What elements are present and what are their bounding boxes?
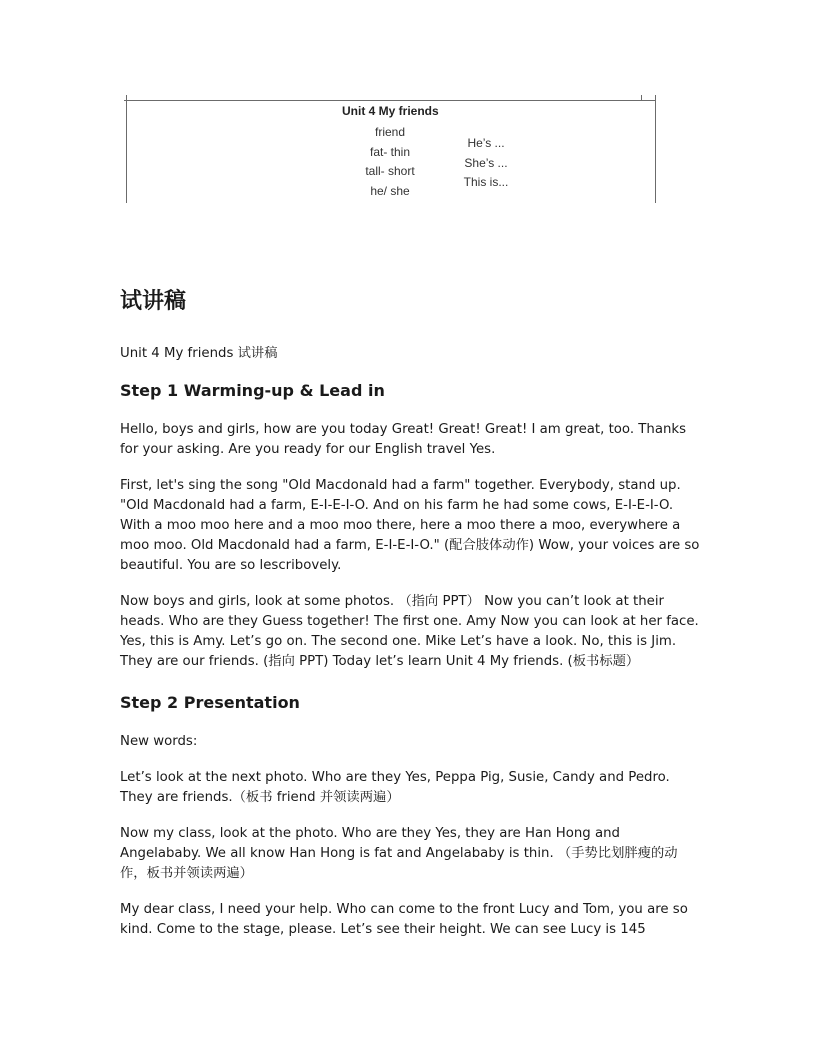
- paragraph: Hello, boys and girls, how are you today Great! Great! Great! I am great, too. Thanks for your asking. Are you ready for our English travel Yes.: [120, 422, 687, 457]
- paragraph: First, let's sing the song "Old Macdonald had a farm" together. Everybody, stand up. "Old Macdonald had a farm, E-I-E-I-O. And on his farm he had some cows, E-I-E-I-O. With a moo moo here and a moo moo there, here a moo there a moo, everywhere a moo moo. Old Macdonald had a farm, E-I-E-I-O." (配合肢体动作) Wow, your voices are so beautiful. You are so lescribovely.: [120, 478, 700, 573]
- board-left-border: [126, 95, 127, 203]
- document-title: 试讲稿: [120, 289, 187, 314]
- paragraph: New words:: [120, 734, 198, 749]
- board-word: friend: [374, 125, 406, 139]
- board-top-border: [124, 100, 656, 101]
- document-body: [120, 286, 700, 956]
- board-word: fat- thin: [369, 144, 411, 159]
- paragraph: Now my class, look at the photo. Who are they Yes, they are Han Hong and Angelababy. We all know Han Hong is fat and Angelababy is thin. （手势比划胖瘦的动作，板书并领读两遍）: [120, 826, 678, 881]
- board-diagram: [120, 95, 660, 203]
- board-phrase-list: [448, 134, 524, 193]
- document-subtitle: Unit 4 My friends 试讲稿: [120, 346, 278, 361]
- board-word-list: [342, 123, 438, 201]
- step2-heading: Step 2 Presentation: [120, 693, 300, 712]
- paragraph: My dear class, I need your help. Who can come to the front Lucy and Tom, you are so kind. Come to the stage, please. Let’s see their height. We can see Lucy is 145: [120, 902, 688, 937]
- board-phrase: He’s ...: [467, 136, 505, 150]
- board-phrase: This is...: [463, 175, 509, 189]
- board-corner-tick: [641, 95, 642, 100]
- paragraph: Let’s look at the next photo. Who are they Yes, Peppa Pig, Susie, Candy and Pedro. They are friends.（板书 friend 并领读两遍）: [120, 770, 670, 805]
- board-word: tall- short: [365, 164, 415, 178]
- step1-heading: Step 1 Warming-up & Lead in: [120, 381, 385, 400]
- board-right-border: [655, 95, 656, 203]
- board-phrase: She’s ...: [464, 155, 508, 170]
- paragraph: Now boys and girls, look at some photos. （指向 PPT） Now you can’t look at their heads. Who are they Guess together! The first one. Amy Now you can look at her face. Yes, this is Amy. Let’s go on. The second one. Mike Let’s have a look. No, this is Jim. They are our friends. (指向 PPT) Today let’s learn Unit 4 My friends. (板书标题）: [120, 594, 699, 669]
- board-word: he/ she: [370, 183, 410, 198]
- board-title: Unit 4 My friends: [342, 104, 439, 118]
